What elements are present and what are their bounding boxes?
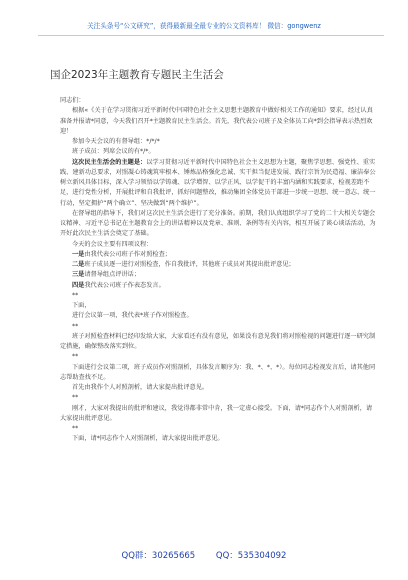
paragraph-item-two: 下面进行会议第二项，班子成员作对照剖析，具体发言顺序为：我、*、*、*）。每位同志检视发言后，请其他同志帮助查找不足。 — [60, 363, 376, 381]
paragraph-next: 下面， — [72, 302, 91, 309]
separator-mark: ** — [72, 353, 79, 361]
paragraph-attendees-supervisors: 参加今天会议的有督导组：*/*/* — [72, 138, 160, 145]
separator-mark: ** — [72, 291, 79, 299]
paragraph-materials: 班子对照检查材料已经印发给大家，大家看还有没有意见，如果没有意见我们将对照检视的问题进行逐一研究制定措施，确保整改落实到位。 — [60, 332, 376, 350]
agenda-item-3: 三是请督导组点评讲话； — [72, 271, 141, 279]
paragraph-preparation: 在督导组的指导下，我们对这次民主生活会进行了充分准备。前期，我们认真组织学习了党的二十大相关专题会议精神、习近平总书记在主题教育会上的讲话精神以及党章、准则、条例等有关内容，相互开展了谈心谈话活动，为开好此次民主生活会奠定了基础。 — [60, 209, 376, 238]
paragraph-next-member: 下面，请*同志作个人对照剖析，请大家提出批评意见。 — [72, 435, 224, 443]
paragraph-theme: 这次民主生活会的主题是：以学习贯彻习近平新时代中国特色社会主义思想为主题，聚焦学思想、强党性、重实践、建新功总要求，对照凝心铸魂筑牢根本、锤炼品格强化忠诚、实干担当促进发展、践行宗旨为民造福、廉洁奉公树立新风具体目标，深入学习领悟以学铸魂、以学增智、以学正风、以学促干的丰富内涵和实践要求，检视差距不足，进行党性分析，开展批评和自我批评，抓好问题整改，推动集团全体党员干部进一步统一思想、统一意志、统一行动，坚定拥护“两个确立”、坚决做到“两个维护”。 — [60, 158, 376, 207]
promo-banner: 关注头条号“公文研究”，获得最新最全最专业的公文资料库！ 微信：gongwenz — [87, 22, 321, 30]
agenda-item-2: 二是班子成员逐一进行对照检查，作自我批评，其他班子成员对其提出批评意见； — [72, 261, 295, 268]
paragraph-intro: 根据«《关于在学习贯彻习近平新时代中国特色社会主义思想主题教育中做好相关工作的通知》要求，经过认真准备并报请*同意，今天我们召开*主题教育民主生活会。首先，我代表公司班子及全体员工向*到会指导表示热烈欢迎！ — [60, 107, 373, 135]
document-body — [60, 96, 378, 445]
qq-number: QQ：535304092 — [215, 551, 287, 561]
salutation: 同志们： — [60, 97, 85, 104]
separator-mark: ** — [72, 394, 79, 402]
document-title: 国企2023年主题教育专题民主生活会 — [50, 69, 224, 81]
banner-divider — [38, 35, 384, 36]
contact-footer — [0, 549, 408, 561]
separator-mark: ** — [72, 425, 79, 432]
agenda-item-4: 四是我代表公司班子作表态发言。 — [72, 281, 165, 289]
paragraph-response: 刚才，大家对我提出的批评和建议，我觉得都非常中肯，我一定虚心接受。下面，请*同志作个人对照剖析，请大家提出批评意见。 — [60, 404, 373, 422]
paragraph-item-one: 进行会议第一项，我代表*班子作对照检查。 — [72, 312, 193, 320]
qq-group: QQ群：30265665 — [121, 551, 196, 561]
paragraph-attendees-members: 班子成员：列席会议的有*/*。 — [72, 148, 155, 156]
separator-mark: ** — [72, 322, 79, 330]
paragraph-agenda-intro: 今天的会议主要有四项议程： — [72, 240, 153, 248]
agenda-item-1: 一是由我代表公司班子作对照检查； — [72, 250, 171, 258]
paragraph-self-analysis: 首先由我作个人对照剖析，请大家提出批评意见。 — [72, 384, 209, 391]
